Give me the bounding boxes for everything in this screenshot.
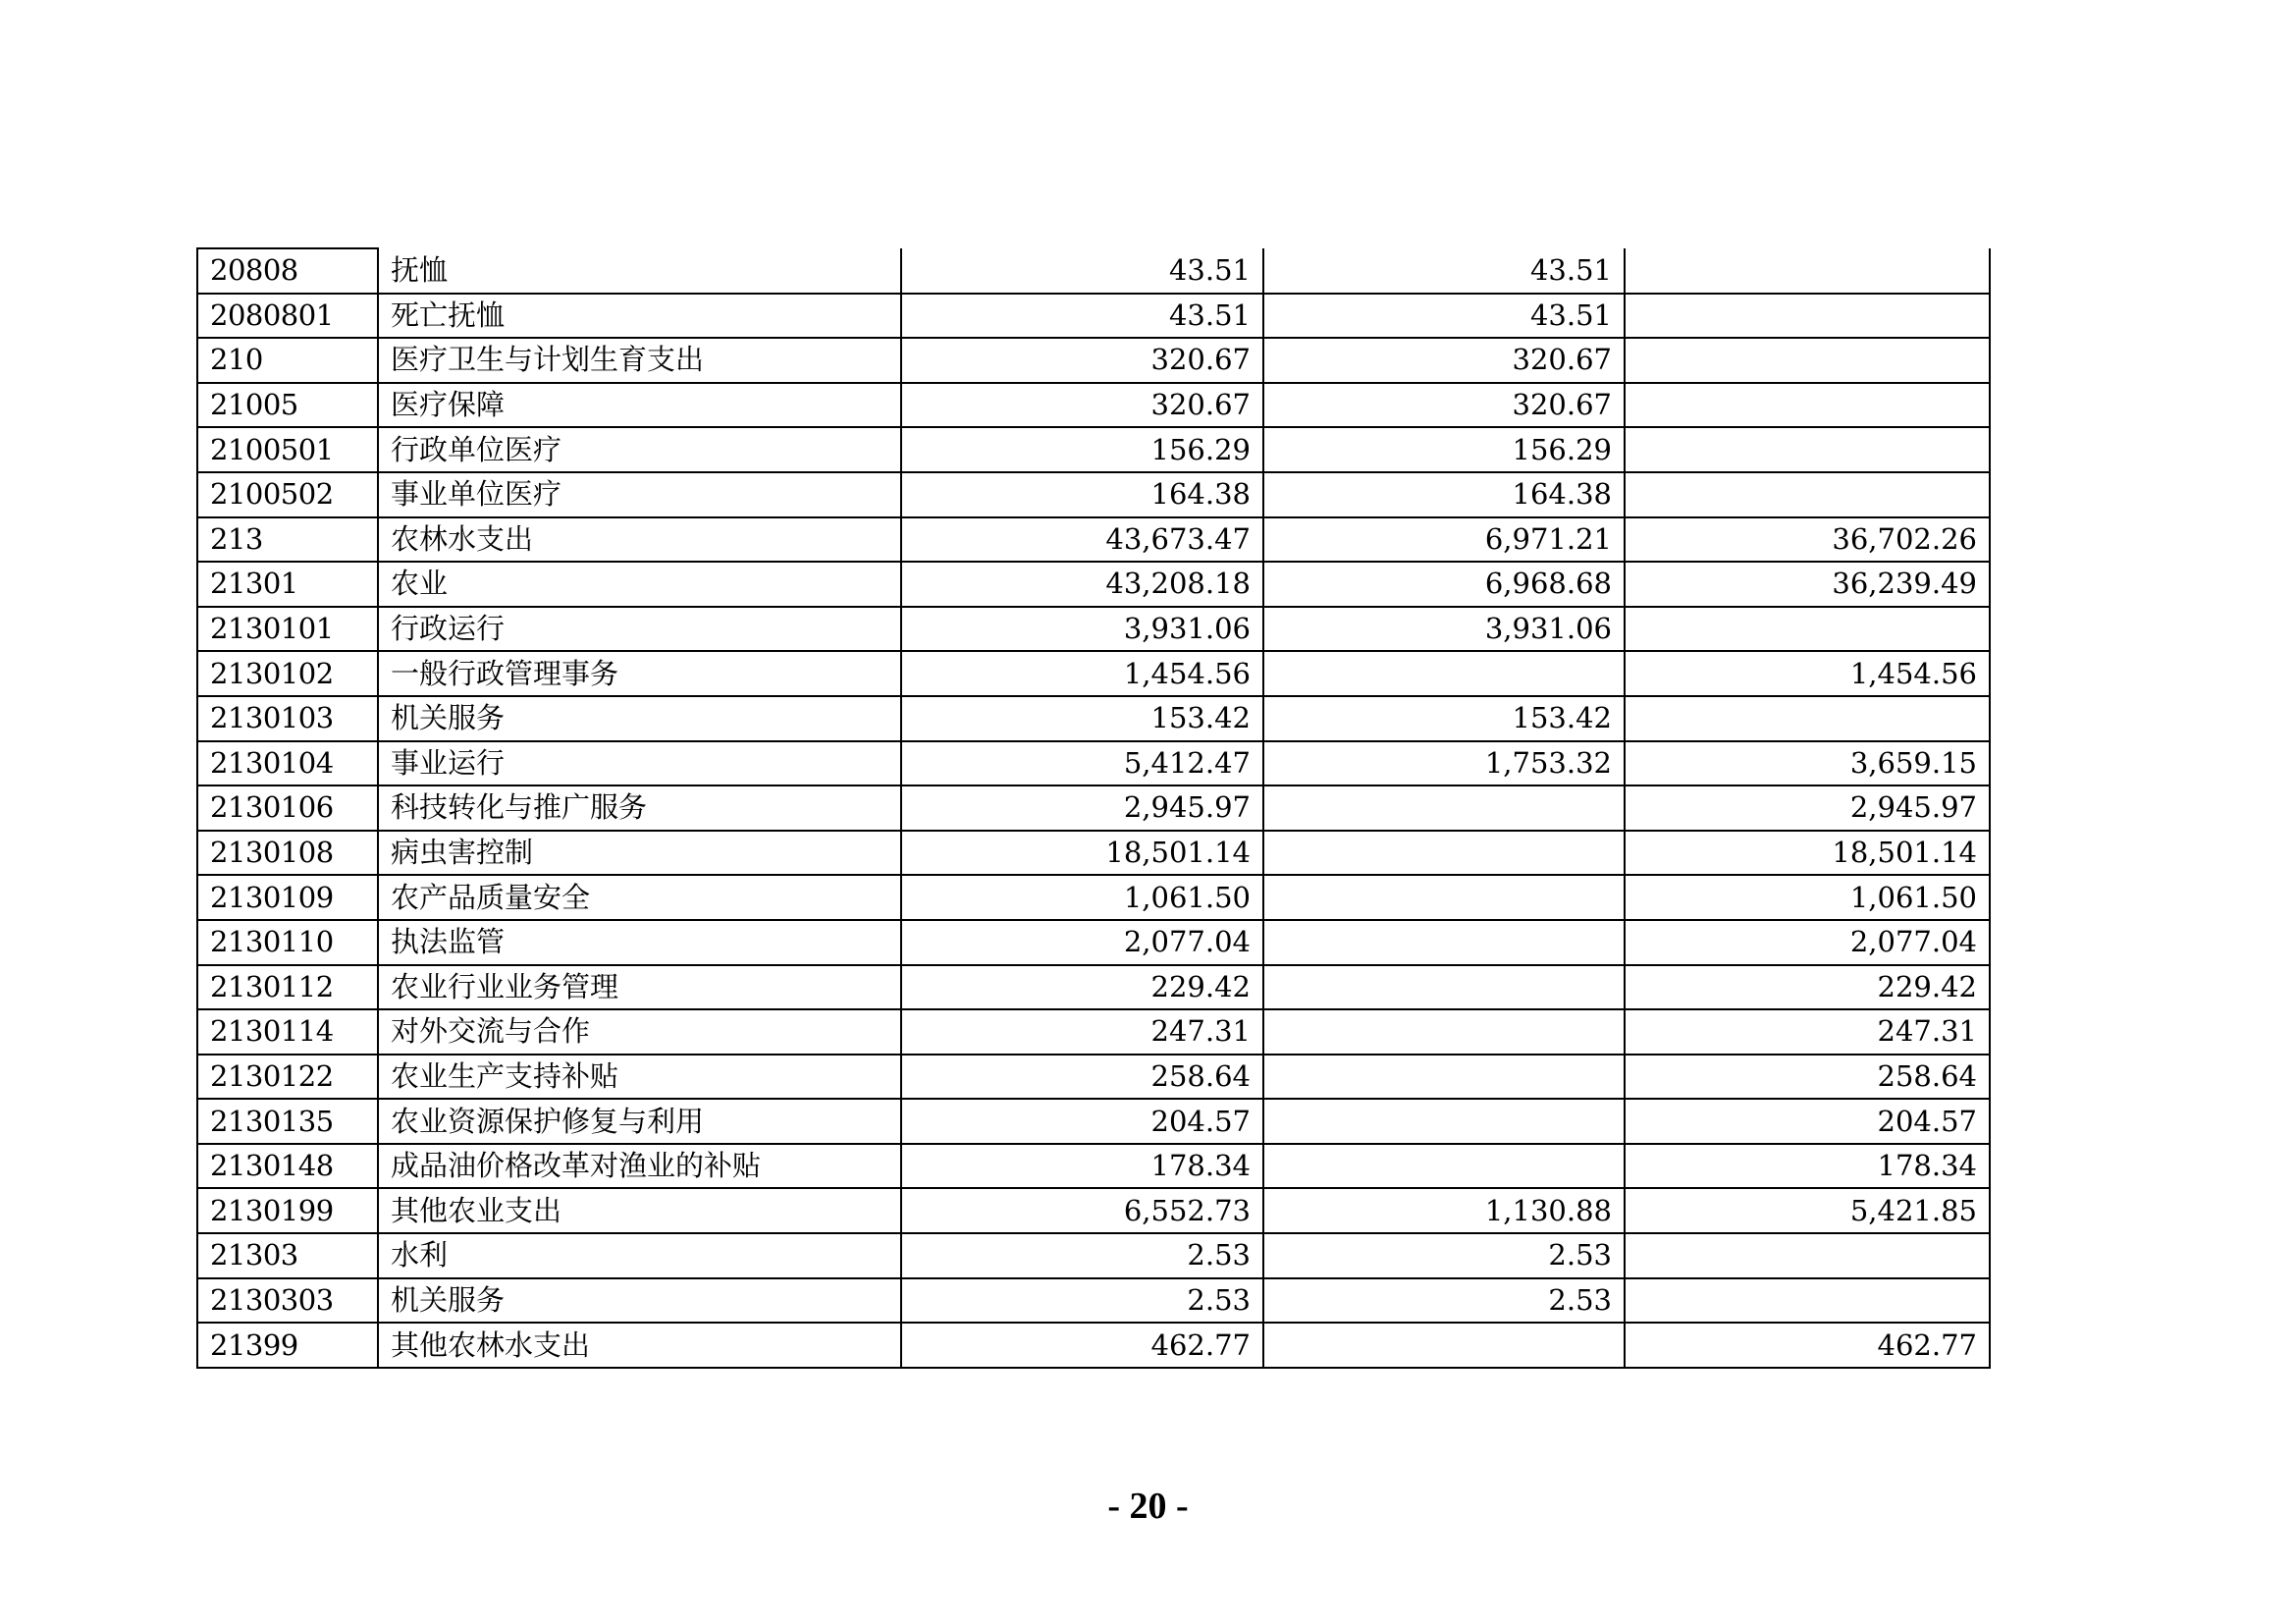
subject-name-cell: 医疗卫生与计划生育支出 (378, 338, 901, 383)
table-row (197, 1055, 1990, 1100)
subject-name-cell: 农业行业业务管理 (378, 965, 901, 1010)
subject-name-cell: 病虫害控制 (378, 831, 901, 876)
basic-expenditure-cell (1263, 1144, 1625, 1189)
table-row (197, 1144, 1990, 1189)
page-number: - 20 - (1107, 1486, 1189, 1527)
basic-expenditure-cell: 153.42 (1263, 696, 1625, 741)
subject-name-cell: 农业 (378, 562, 901, 607)
basic-expenditure-cell: 43.51 (1263, 248, 1625, 294)
project-expenditure-cell (1625, 294, 1990, 339)
project-expenditure-cell: 5,421.85 (1625, 1188, 1990, 1233)
table-row (197, 427, 1990, 472)
subject-name-cell: 成品油价格改革对渔业的补贴 (378, 1144, 901, 1189)
total-amount-cell: 5,412.47 (901, 741, 1263, 786)
subject-code-cell: 2130106 (197, 785, 378, 831)
table-row (197, 1009, 1990, 1055)
project-expenditure-cell (1625, 248, 1990, 294)
project-expenditure-cell (1625, 472, 1990, 517)
subject-code-cell: 2100501 (197, 427, 378, 472)
basic-expenditure-cell: 6,968.68 (1263, 562, 1625, 607)
table-row (197, 651, 1990, 696)
project-expenditure-cell (1625, 383, 1990, 428)
total-amount-cell: 43.51 (901, 294, 1263, 339)
basic-expenditure-cell (1263, 785, 1625, 831)
subject-name-cell: 对外交流与合作 (378, 1009, 901, 1055)
project-expenditure-cell: 1,061.50 (1625, 875, 1990, 920)
basic-expenditure-cell (1263, 1323, 1625, 1368)
subject-code-cell: 21005 (197, 383, 378, 428)
basic-expenditure-cell (1263, 965, 1625, 1010)
table-row (197, 696, 1990, 741)
subject-name-cell: 水利 (378, 1233, 901, 1278)
subject-name-cell: 行政运行 (378, 607, 901, 652)
project-expenditure-cell (1625, 607, 1990, 652)
subject-code-cell: 2130148 (197, 1144, 378, 1189)
total-amount-cell: 164.38 (901, 472, 1263, 517)
total-amount-cell: 3,931.06 (901, 607, 1263, 652)
subject-name-cell: 其他农林水支出 (378, 1323, 901, 1368)
total-amount-cell: 2,077.04 (901, 920, 1263, 965)
total-amount-cell: 258.64 (901, 1055, 1263, 1100)
table-row (197, 248, 1990, 294)
project-expenditure-cell (1625, 1278, 1990, 1324)
subject-code-cell: 213 (197, 517, 378, 563)
subject-code-cell: 2130103 (197, 696, 378, 741)
project-expenditure-cell: 178.34 (1625, 1144, 1990, 1189)
project-expenditure-cell (1625, 338, 1990, 383)
table-row (197, 920, 1990, 965)
subject-name-cell: 事业运行 (378, 741, 901, 786)
total-amount-cell: 462.77 (901, 1323, 1263, 1368)
project-expenditure-cell: 247.31 (1625, 1009, 1990, 1055)
total-amount-cell: 204.57 (901, 1099, 1263, 1144)
project-expenditure-cell (1625, 696, 1990, 741)
budget-table (196, 247, 1991, 1369)
subject-name-cell: 死亡抚恤 (378, 294, 901, 339)
total-amount-cell: 2.53 (901, 1278, 1263, 1324)
basic-expenditure-cell (1263, 1099, 1625, 1144)
basic-expenditure-cell: 320.67 (1263, 383, 1625, 428)
table-row (197, 1233, 1990, 1278)
project-expenditure-cell: 18,501.14 (1625, 831, 1990, 876)
table-row (197, 472, 1990, 517)
total-amount-cell: 156.29 (901, 427, 1263, 472)
table-row (197, 875, 1990, 920)
subject-name-cell: 机关服务 (378, 1278, 901, 1324)
subject-name-cell: 机关服务 (378, 696, 901, 741)
table-row (197, 831, 1990, 876)
project-expenditure-cell: 462.77 (1625, 1323, 1990, 1368)
subject-code-cell: 21301 (197, 562, 378, 607)
table-body (197, 248, 1990, 1368)
subject-code-cell: 2130122 (197, 1055, 378, 1100)
total-amount-cell: 1,454.56 (901, 651, 1263, 696)
subject-name-cell: 农业资源保护修复与利用 (378, 1099, 901, 1144)
total-amount-cell: 320.67 (901, 383, 1263, 428)
table-row (197, 1099, 1990, 1144)
subject-name-cell: 一般行政管理事务 (378, 651, 901, 696)
project-expenditure-cell: 258.64 (1625, 1055, 1990, 1100)
basic-expenditure-cell: 164.38 (1263, 472, 1625, 517)
basic-expenditure-cell (1263, 651, 1625, 696)
total-amount-cell: 2,945.97 (901, 785, 1263, 831)
subject-code-cell: 2130102 (197, 651, 378, 696)
basic-expenditure-cell: 6,971.21 (1263, 517, 1625, 563)
total-amount-cell: 247.31 (901, 1009, 1263, 1055)
subject-code-cell: 2130199 (197, 1188, 378, 1233)
basic-expenditure-cell (1263, 1055, 1625, 1100)
subject-name-cell: 农产品质量安全 (378, 875, 901, 920)
subject-code-cell: 21303 (197, 1233, 378, 1278)
subject-name-cell: 抚恤 (378, 248, 901, 294)
project-expenditure-cell: 1,454.56 (1625, 651, 1990, 696)
subject-code-cell: 2130114 (197, 1009, 378, 1055)
project-expenditure-cell: 2,077.04 (1625, 920, 1990, 965)
subject-code-cell: 2130112 (197, 965, 378, 1010)
total-amount-cell: 6,552.73 (901, 1188, 1263, 1233)
table-row (197, 741, 1990, 786)
basic-expenditure-cell: 3,931.06 (1263, 607, 1625, 652)
subject-code-cell: 2130110 (197, 920, 378, 965)
basic-expenditure-cell (1263, 831, 1625, 876)
project-expenditure-cell: 36,702.26 (1625, 517, 1990, 563)
basic-expenditure-cell: 2.53 (1263, 1278, 1625, 1324)
project-expenditure-cell (1625, 427, 1990, 472)
subject-name-cell: 其他农业支出 (378, 1188, 901, 1233)
basic-expenditure-cell (1263, 1009, 1625, 1055)
subject-code-cell: 210 (197, 338, 378, 383)
basic-expenditure-cell: 43.51 (1263, 294, 1625, 339)
table-row (197, 517, 1990, 563)
project-expenditure-cell: 204.57 (1625, 1099, 1990, 1144)
subject-code-cell: 2130109 (197, 875, 378, 920)
subject-code-cell: 2130101 (197, 607, 378, 652)
basic-expenditure-cell: 1,130.88 (1263, 1188, 1625, 1233)
subject-name-cell: 科技转化与推广服务 (378, 785, 901, 831)
total-amount-cell: 18,501.14 (901, 831, 1263, 876)
total-amount-cell: 43.51 (901, 248, 1263, 294)
subject-name-cell: 行政单位医疗 (378, 427, 901, 472)
basic-expenditure-cell: 2.53 (1263, 1233, 1625, 1278)
subject-name-cell: 事业单位医疗 (378, 472, 901, 517)
subject-name-cell: 执法监管 (378, 920, 901, 965)
project-expenditure-cell: 36,239.49 (1625, 562, 1990, 607)
total-amount-cell: 153.42 (901, 696, 1263, 741)
table-row (197, 1188, 1990, 1233)
subject-name-cell: 农业生产支持补贴 (378, 1055, 901, 1100)
subject-name-cell: 农林水支出 (378, 517, 901, 563)
subject-code-cell: 2130108 (197, 831, 378, 876)
table-row (197, 562, 1990, 607)
total-amount-cell: 178.34 (901, 1144, 1263, 1189)
subject-code-cell: 20808 (197, 248, 378, 294)
basic-expenditure-cell: 1,753.32 (1263, 741, 1625, 786)
basic-expenditure-cell: 156.29 (1263, 427, 1625, 472)
total-amount-cell: 320.67 (901, 338, 1263, 383)
total-amount-cell: 43,673.47 (901, 517, 1263, 563)
table-row (197, 607, 1990, 652)
total-amount-cell: 229.42 (901, 965, 1263, 1010)
basic-expenditure-cell (1263, 920, 1625, 965)
basic-expenditure-cell: 320.67 (1263, 338, 1625, 383)
basic-expenditure-cell (1263, 875, 1625, 920)
total-amount-cell: 43,208.18 (901, 562, 1263, 607)
subject-name-cell: 医疗保障 (378, 383, 901, 428)
subject-code-cell: 2130104 (197, 741, 378, 786)
table-row (197, 965, 1990, 1010)
project-expenditure-cell: 229.42 (1625, 965, 1990, 1010)
total-amount-cell: 1,061.50 (901, 875, 1263, 920)
project-expenditure-cell (1625, 1233, 1990, 1278)
subject-code-cell: 2100502 (197, 472, 378, 517)
subject-code-cell: 21399 (197, 1323, 378, 1368)
table-row (197, 338, 1990, 383)
table-row (197, 383, 1990, 428)
table-row (197, 294, 1990, 339)
project-expenditure-cell: 2,945.97 (1625, 785, 1990, 831)
subject-code-cell: 2080801 (197, 294, 378, 339)
subject-code-cell: 2130135 (197, 1099, 378, 1144)
table-row (197, 1278, 1990, 1324)
project-expenditure-cell: 3,659.15 (1625, 741, 1990, 786)
table-row (197, 1323, 1990, 1368)
subject-code-cell: 2130303 (197, 1278, 378, 1324)
table-row (197, 785, 1990, 831)
total-amount-cell: 2.53 (901, 1233, 1263, 1278)
